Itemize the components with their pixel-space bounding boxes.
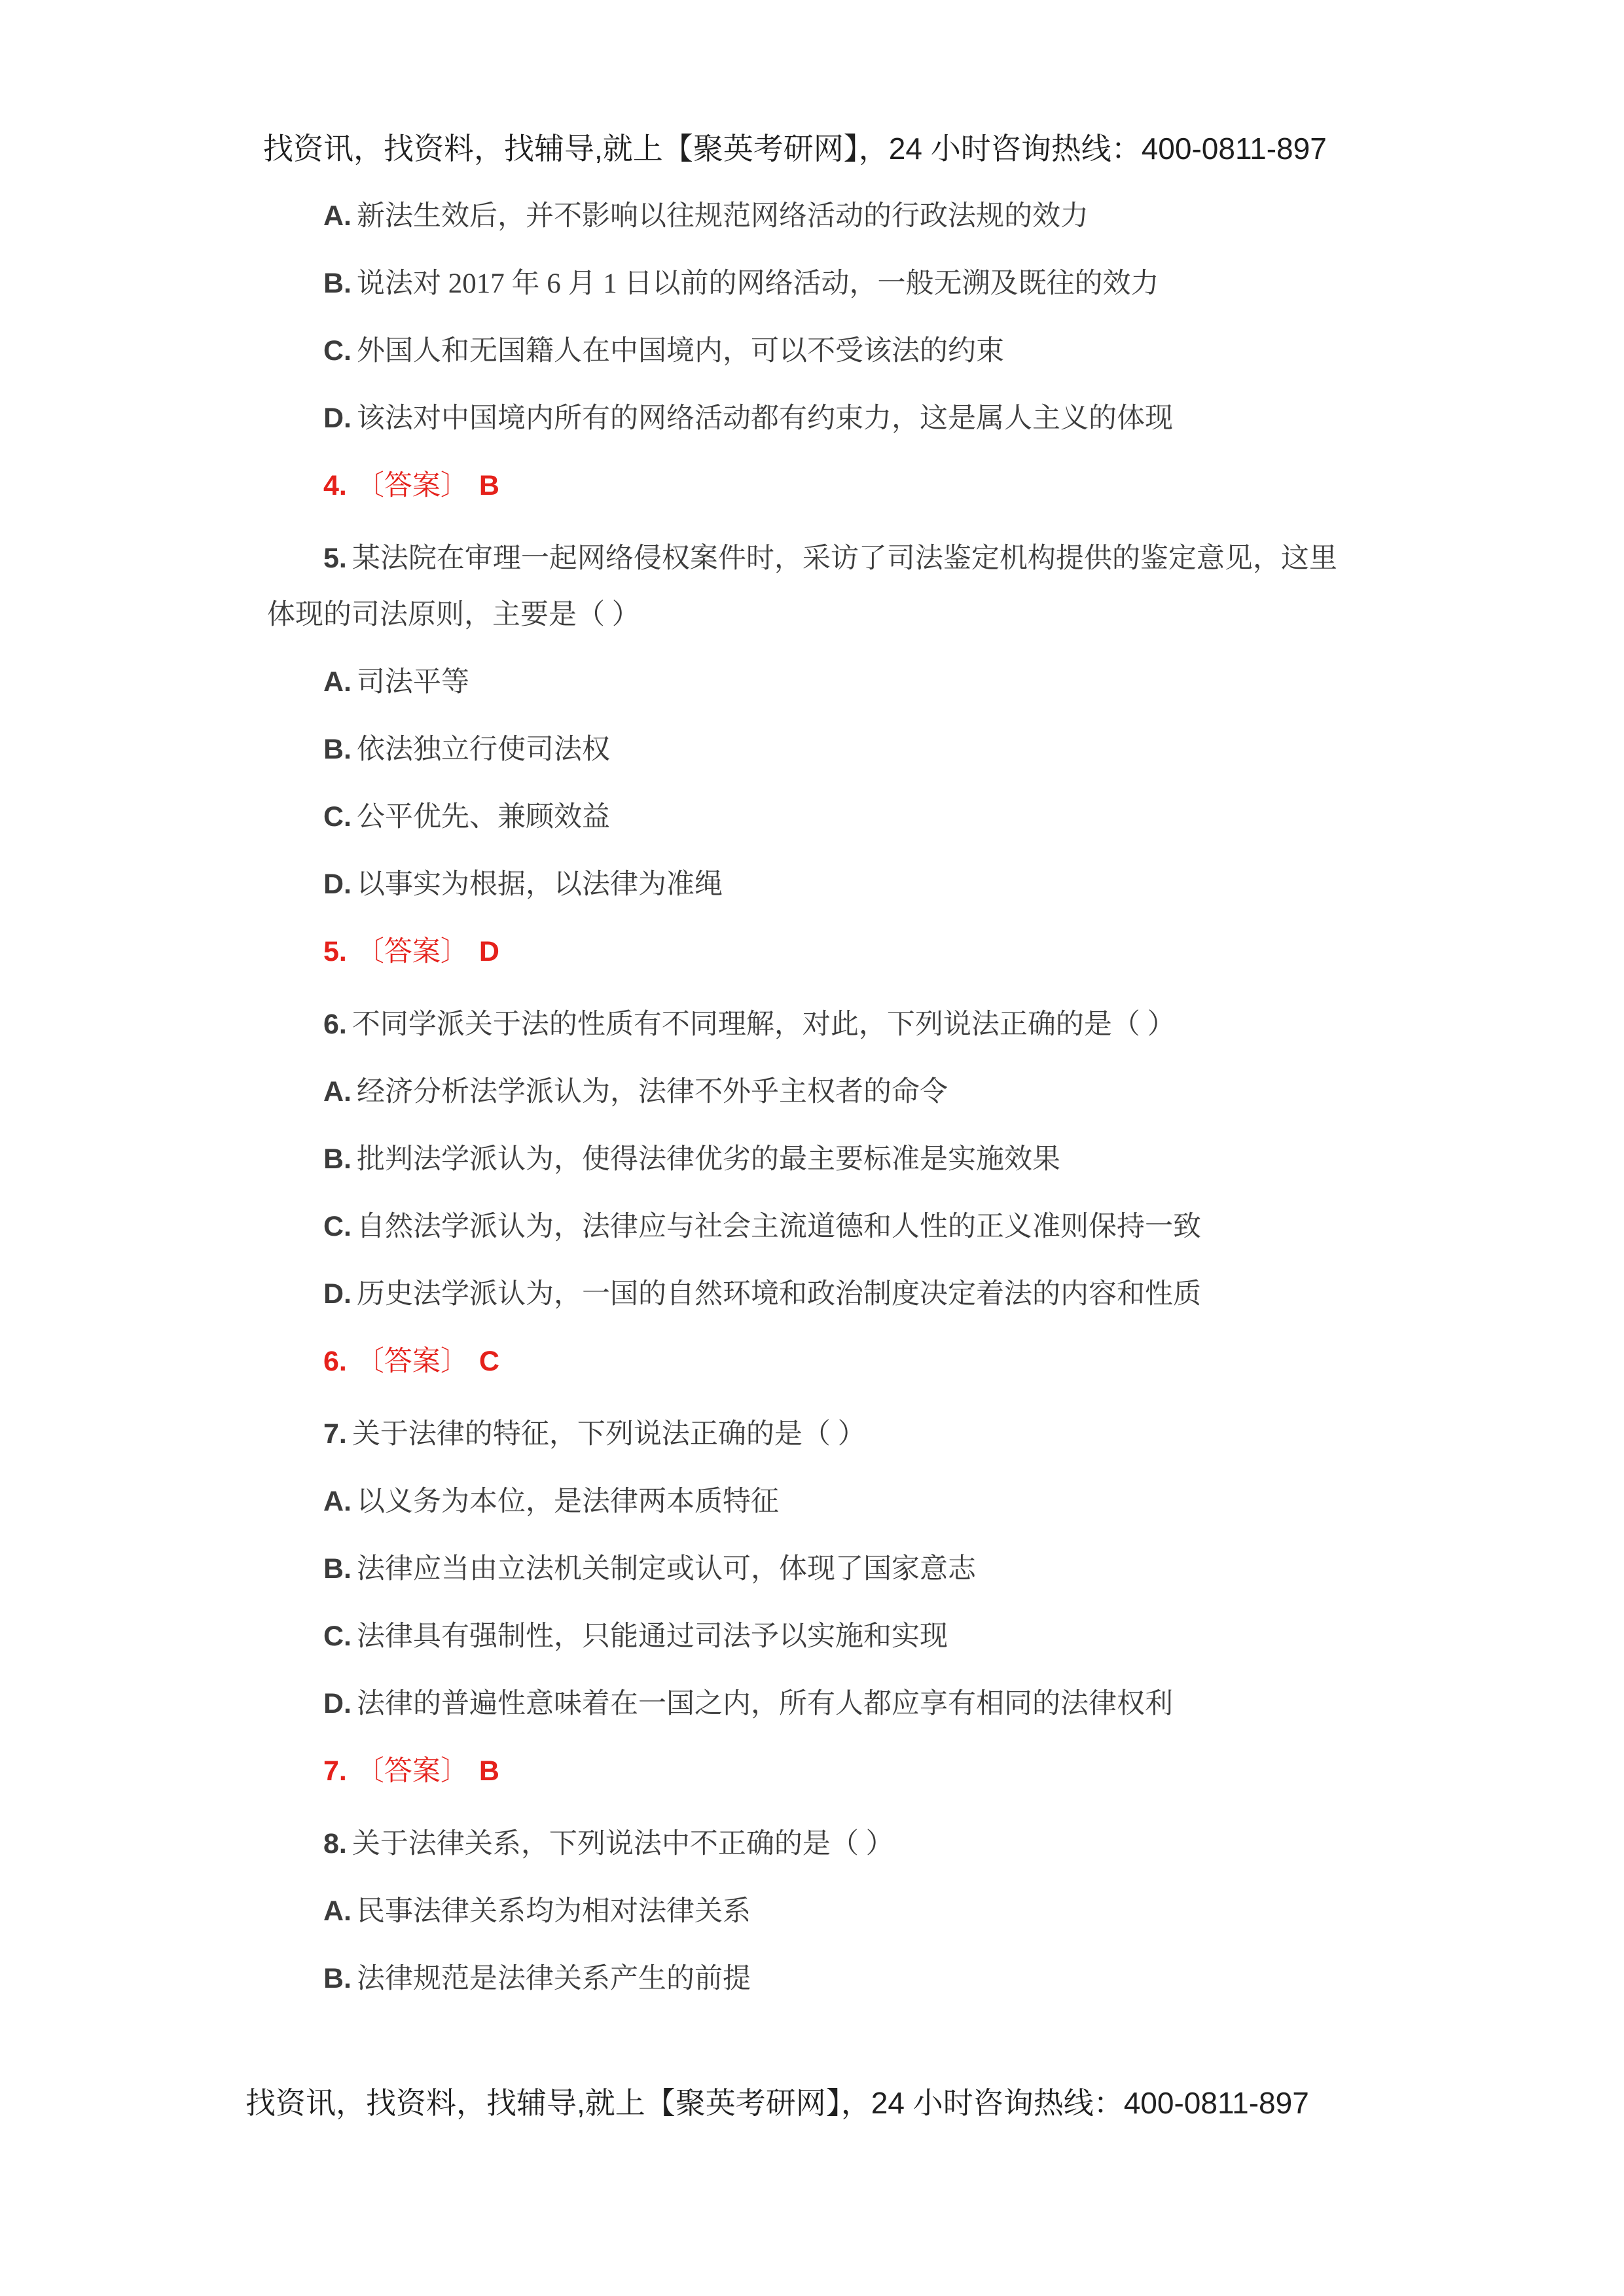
option-row (267, 1883, 1350, 1940)
option-text: 新法生效后，并不影响以往规范网络活动的行政法规的效力 (357, 201, 1089, 232)
option-text: 经济分析法学派认为，法律不外乎主权者的命令 (357, 1077, 948, 1107)
question-row (267, 1816, 1350, 1873)
page-header: 找资讯，找资料，找辅导,就上【聚英考研网】，24 小时咨询热线：400-0811-897 (263, 132, 1327, 166)
option-row (267, 721, 1350, 778)
option-letter: B. (323, 1553, 352, 1585)
option-text: 以事实为根据，以法律为准绳 (357, 869, 723, 900)
option-text: 以义务为本位，是法律两本质特征 (357, 1486, 779, 1517)
answer-label: 〔答案〕 (355, 471, 469, 501)
answer-number: 7. (323, 1755, 347, 1787)
option-row (267, 654, 1350, 711)
option-letter: B. (323, 1963, 352, 1994)
option-letter: A. (323, 1076, 352, 1107)
option-row (267, 856, 1350, 913)
answer-row (267, 924, 1350, 980)
option-text: 法律的普遍性意味着在一国之内，所有人都应享有相同的法律权利 (357, 1689, 1173, 1719)
answer-number: 6. (323, 1346, 347, 1377)
option-letter: C. (323, 335, 352, 367)
option-letter: D. (323, 1278, 352, 1310)
option-row (267, 1950, 1350, 2007)
option-letter: A. (323, 200, 352, 232)
question-text: 关于法律的特征，下列说法正确的是（ ） (352, 1419, 866, 1450)
question-row (267, 996, 1350, 1053)
option-row (267, 1676, 1350, 1732)
question-number: 8. (323, 1828, 347, 1859)
option-letter: D. (323, 1688, 352, 1719)
answer-number: 5. (323, 936, 347, 967)
option-letter: B. (323, 268, 352, 299)
answer-letter: B (478, 1755, 499, 1787)
option-row (267, 255, 1350, 312)
question-number: 7. (323, 1418, 347, 1450)
option-letter: C. (323, 801, 352, 833)
answer-letter: D (478, 936, 499, 967)
option-row (267, 1266, 1350, 1323)
option-text: 历史法学派认为，一国的自然环境和政治制度决定着法的内容和性质 (357, 1279, 1201, 1310)
option-row (267, 1131, 1350, 1188)
page-footer: 找资讯，找资料，找辅导,就上【聚英考研网】，24 小时咨询热线：400-0811-897 (245, 2086, 1309, 2120)
option-row (267, 1541, 1350, 1598)
answer-letter: B (478, 470, 499, 501)
answer-label: 〔答案〕 (355, 1756, 469, 1787)
question-row (267, 1406, 1350, 1463)
option-letter: A. (323, 1486, 352, 1517)
option-row (267, 188, 1350, 245)
option-text: 该法对中国境内所有的网络活动都有约束力，这是属人主义的体现 (357, 403, 1173, 434)
answer-number: 4. (323, 470, 347, 501)
option-row (267, 1608, 1350, 1665)
option-letter: A. (323, 666, 352, 698)
answer-label: 〔答案〕 (355, 937, 469, 967)
option-letter: B. (323, 734, 352, 765)
option-row (267, 1064, 1350, 1121)
option-text: 法律应当由立法机关制定或认可，体现了国家意志 (357, 1554, 976, 1585)
answer-row (267, 1333, 1350, 1390)
option-text: 民事法律关系均为相对法律关系 (357, 1896, 751, 1927)
answer-row (267, 1743, 1350, 1800)
option-letter: D. (323, 403, 352, 434)
option-row (267, 789, 1350, 846)
option-text: 说法对 2017 年 6 月 1 日以前的网络活动，一般无溯及既往的效力 (357, 268, 1159, 299)
question-text: 某法院在审理一起网络侵权案件时，采访了司法鉴定机构提供的鉴定意见，这里体现的司法原则，主要是（ ） (267, 543, 1337, 630)
option-text: 法律具有强制性，只能通过司法予以实施和实现 (357, 1621, 948, 1652)
option-row (267, 323, 1350, 380)
option-text: 外国人和无国籍人在中国境内，可以不受该法的约束 (357, 336, 1004, 367)
option-letter: A. (323, 1895, 352, 1927)
question-text: 关于法律关系，下列说法中不正确的是（ ） (352, 1829, 894, 1859)
answer-row (267, 457, 1350, 514)
answer-label: 〔答案〕 (355, 1346, 469, 1377)
option-letter: C. (323, 1211, 352, 1242)
question-row (267, 530, 1350, 643)
option-letter: D. (323, 869, 352, 900)
option-text: 批判法学派认为，使得法律优劣的最主要标准是实施效果 (357, 1144, 1060, 1175)
option-text: 自然法学派认为，法律应与社会主流道德和人性的正义准则保持一致 (357, 1211, 1201, 1242)
option-text: 法律规范是法律关系产生的前提 (357, 1964, 751, 1994)
question-number: 5. (323, 543, 347, 574)
question-list (267, 188, 1350, 2018)
option-text: 公平优先、兼顾效益 (357, 802, 610, 833)
option-letter: B. (323, 1143, 352, 1175)
option-row (267, 1198, 1350, 1255)
answer-letter: C (478, 1346, 499, 1377)
option-row (267, 390, 1350, 447)
option-row (267, 1473, 1350, 1530)
option-text: 司法平等 (357, 667, 469, 698)
question-text: 不同学派关于法的性质有不同理解，对此，下列说法正确的是（ ） (352, 1009, 1176, 1040)
question-number: 6. (323, 1009, 347, 1040)
option-letter: C. (323, 1621, 352, 1652)
option-text: 依法独立行使司法权 (357, 734, 610, 765)
